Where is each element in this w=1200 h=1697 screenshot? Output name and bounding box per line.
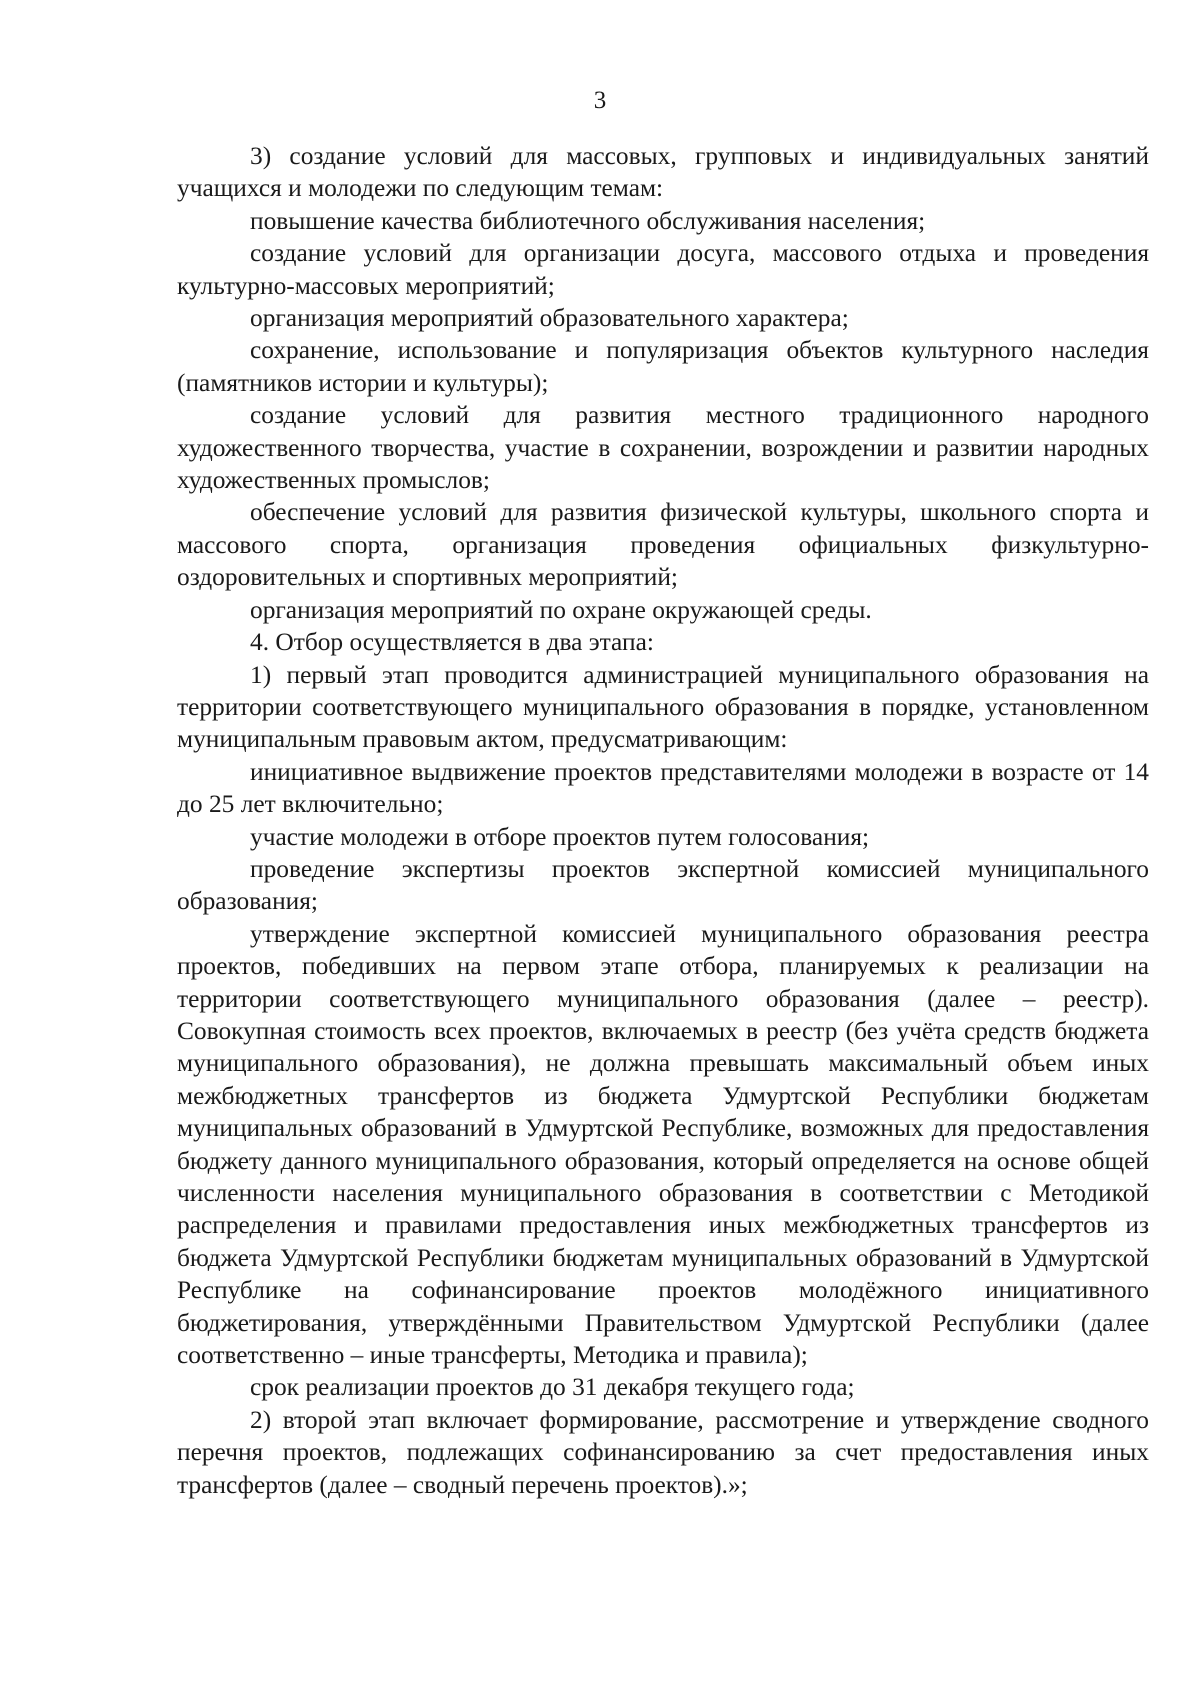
paragraph-item-3-intro: 3) создание условий для массовых, групповых и индивидуальных занятий учащихся и молодежи по следующим темам: [177, 142, 1149, 203]
paragraph-second-stage: 2) второй этап включает формирование, рассмотрение и утверждение сводного перечня проектов, подлежащих софинансированию за счет предоставления иных трансфертов (далее – сводный перечень проектов).»; [177, 1405, 1149, 1499]
paragraph-expertise: проведение экспертизы проектов экспертной комиссией муниципального образования; [177, 854, 1149, 916]
paragraph-educational-events: организация мероприятий образовательного характера; [250, 304, 849, 333]
paragraph-registry-approval: утверждение экспертной комиссией муниципального образования реестра проектов, победивших на первом этапе отбора, планируемых к реализации на территории соответствующего муниципального образования (далее – реестр). Совокупная стоимость всех проектов, включаемых в реестр (без учёта средств бюджета муниципального образования), не должна превышать максимальный объем иных межбюджетных трансфертов из бюджета Удмуртской Республики бюджетам муниципальных образований в Удмуртской Республике, возможных для предоставления бюджету данного муниципального образования, который определяется на основе общей численности населения муниципального образования в соответствии с Методикой распределения и правилами предоставления иных межбюджетных трансфертов из бюджета Удмуртской Республики бюджетам муниципальных образований в Удмуртской Республике на софинансирование проектов молодёжного инициативного бюджетирования, утверждёнными Правительством Удмуртской Республики (далее соответственно – иные трансферты, Методика и правила); [177, 919, 1149, 1370]
paragraph-leisure: создание условий для организации досуга, массового отдыха и проведения культурно-массовых мероприятий; [177, 239, 1149, 300]
paragraph-folk-art: создание условий для развития местного традиционного народного художественного творчества, участие в сохранении, возрождении и развитии народных художественных промыслов; [177, 401, 1149, 495]
paragraph-environment: организация мероприятий по охране окружающей среды. [250, 595, 872, 624]
paragraph-youth-voting: участие молодежи в отборе проектов путем голосования; [250, 822, 870, 851]
page-number: 3 [593, 87, 607, 114]
paragraph-library-service: повышение качества библиотечного обслуживания населения; [250, 206, 926, 235]
paragraph-sport: обеспечение условий для развития физической культуры, школьного спорта и массового спорта, организация проведения официальных физкультурно-оздоровительных и спортивных мероприятий; [177, 498, 1149, 592]
paragraph-initiative-nomination: инициативное выдвижение проектов представителями молодежи в возрасте от 14 до 25 лет включительно; [177, 757, 1149, 819]
document-body [177, 140, 1149, 1501]
paragraph-implementation-deadline: срок реализации проектов до 31 декабря текущего года; [250, 1373, 855, 1402]
paragraph-selection-stages: 4. Отбор осуществляется в два этапа: [250, 628, 654, 657]
paragraph-cultural-heritage: сохранение, использование и популяризация объектов культурного наследия (памятников истории и культуры); [177, 336, 1149, 397]
paragraph-first-stage: 1) первый этап проводится администрацией муниципального образования на территории соответствующего муниципального образования в порядке, установленном муниципальным правовым актом, предусматривающим: [177, 660, 1149, 754]
